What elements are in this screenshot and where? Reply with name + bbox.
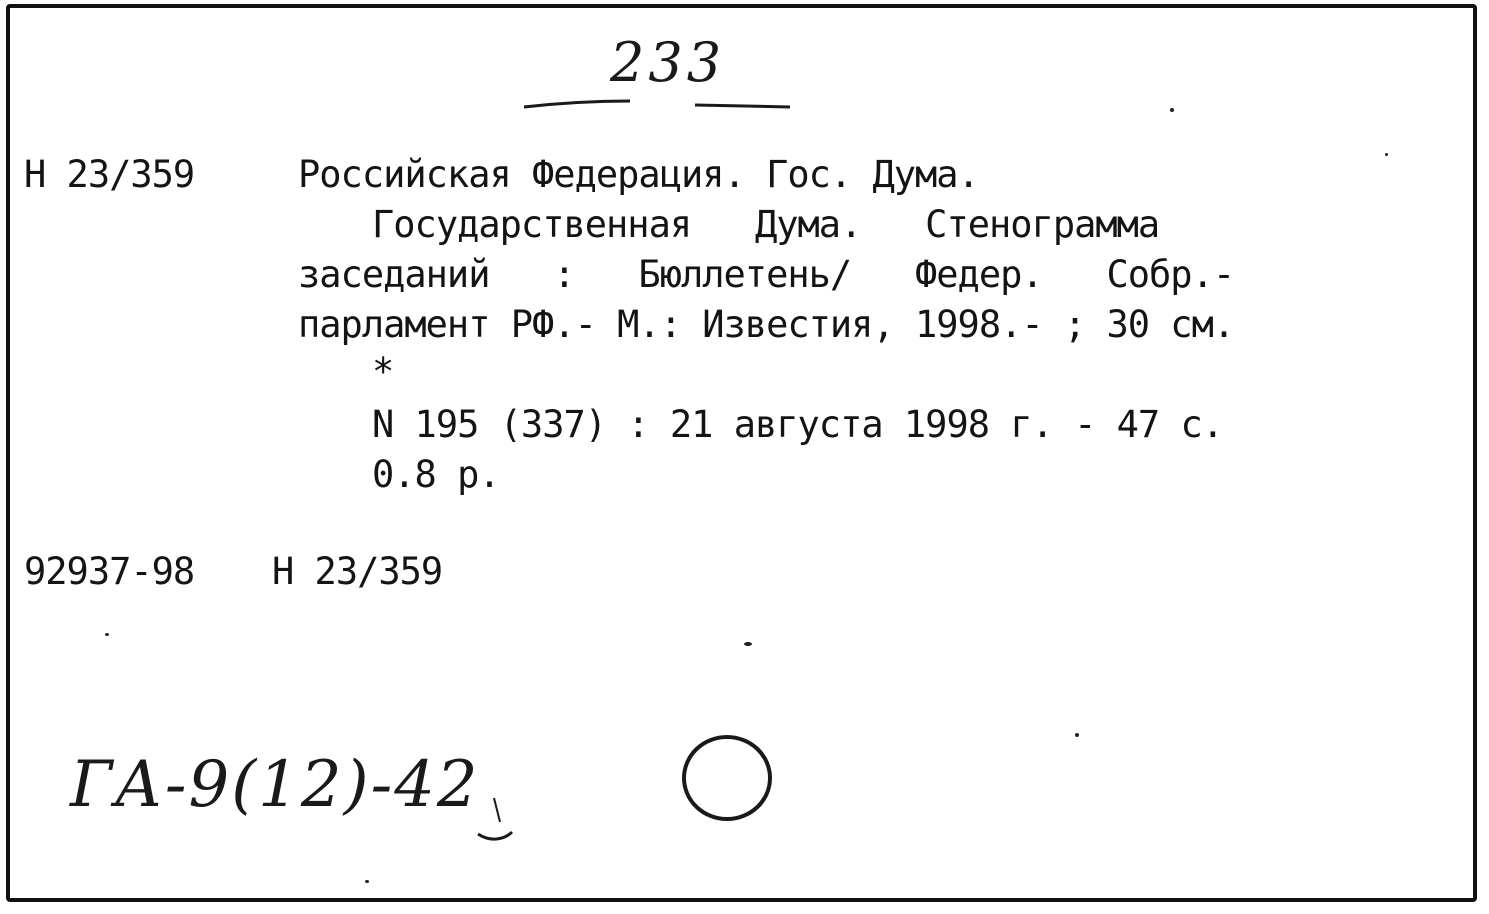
title-line-3: парламент РФ.- М.: Известия, 1998.- ; 30 см. — [298, 303, 1235, 346]
speck — [1385, 153, 1388, 156]
speck — [1170, 108, 1174, 112]
catalog-card — [6, 4, 1477, 902]
title-line-1: Государственная Дума. Стенограмма — [372, 203, 1160, 246]
shelfmark: Н 23/359 — [24, 153, 195, 196]
handwritten-code: ГА-9(12)-42 — [70, 748, 480, 822]
price-line: 0.8 р. — [372, 453, 500, 496]
title-line-2: заседаний : Бюллетень/ Федер. Собр.- — [298, 253, 1235, 296]
asterisk: * — [372, 350, 394, 393]
card-number: 233 — [610, 31, 726, 94]
inventory-shelfmark: Н 23/359 — [272, 550, 443, 593]
issue-line: N 195 (337) : 21 августа 1998 г. - 47 с. — [372, 403, 1224, 446]
handwritten-mark — [470, 788, 520, 848]
drawn-circle — [674, 730, 784, 830]
speck — [365, 880, 369, 883]
speck — [744, 642, 752, 646]
speck — [1075, 733, 1079, 737]
speck — [105, 633, 109, 636]
heading: Российская Федерация. Гос. Дума. — [298, 153, 979, 196]
card-number-underline — [520, 93, 820, 123]
inventory-number: 92937-98 — [24, 550, 195, 593]
